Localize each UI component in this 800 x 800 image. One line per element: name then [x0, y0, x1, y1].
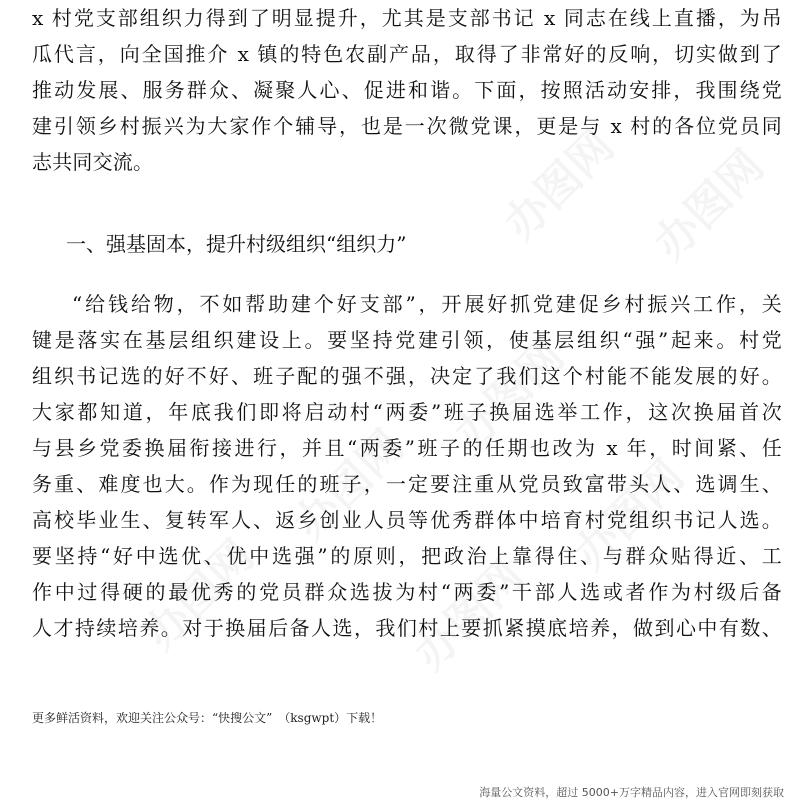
text-line: 建引领乡村振兴为大家作个辅导，也是一次微党课，更是与 x 村的各位党员同 [32, 114, 782, 138]
text-line: 与县乡党委换届衔接进行，并且“两委”班子的任期也改为 x 年，时间紧、任 [32, 436, 782, 460]
section-heading: 一、强基固本，提升村级组织“组织力” [66, 232, 407, 256]
text-line: 作中过得硬的最优秀的党员群众选拔为村“两委”干部人选或者作为村级后备 [32, 580, 782, 604]
text-line: 键是落实在基层组织建设上。要坚持党建引领，使基层组织“强”起来。村党 [32, 328, 782, 352]
text-line: 瓜代言，向全国推介 x 镇的特色农副产品，取得了非常好的反响，切实做到了 [32, 42, 782, 66]
text-line: 人才持续培养。对于换届后备人选，我们村上要抓紧摸底培养，做到心中有数、 [32, 616, 782, 640]
footer-ad-text: 海量公文资料，超过 5000+万字精品内容，进入官网即刻获取 [479, 786, 784, 799]
text-line: 要坚持“好中选优、优中选强”的原则，把政治上靠得住、与群众贴得近、工 [32, 544, 782, 568]
body-paragraph [32, 286, 782, 646]
text-line: 务重、难度也大。作为现任的班子，一定要注重从党员致富带头人、选调生、 [32, 472, 782, 496]
intro-paragraph [32, 0, 782, 180]
footer-note: 更多鲜活资料，欢迎关注公众号：“快搜公文” （ksgwpt）下载！ [32, 711, 383, 725]
text-line: x 村党支部组织力得到了明显提升，尤其是支部书记 x 同志在线上直播，为吊 [32, 6, 782, 30]
text-line: 高校毕业生、复转军人、返乡创业人员等优秀群体中培育村党组织书记人选。 [32, 508, 782, 532]
text-line: “给钱给物，不如帮助建个好支部”，开展好抓党建促乡村振兴工作，关 [72, 292, 782, 316]
text-line: 大家都知道，年底我们即将启动村“两委”班子换届选举工作，这次换届首次 [32, 400, 782, 424]
text-line: 志共同交流。 [32, 150, 154, 174]
text-line: 推动发展、服务群众、凝聚人心、促进和谐。下面，按照活动安排，我围绕党 [32, 78, 782, 102]
text-line: 组织书记选的好不好、班子配的强不强，决定了我们这个村能不能发展的好。 [32, 364, 782, 388]
